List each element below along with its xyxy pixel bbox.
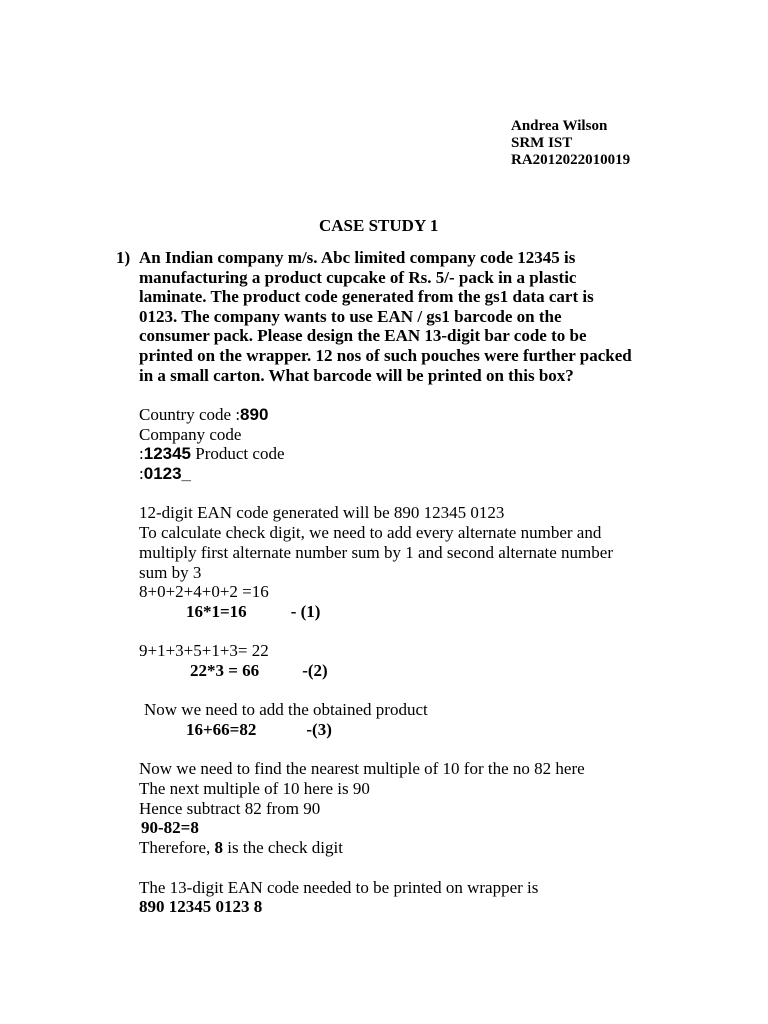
author-name: Andrea Wilson — [511, 118, 608, 134]
country-code-value: 890 — [240, 405, 269, 424]
page-title: CASE STUDY 1 — [319, 216, 439, 235]
product-code-value: 0123_ — [143, 464, 192, 484]
therefore-prefix: Therefore, — [139, 838, 215, 858]
method-line: multiply first alternate number sum by 1 and second alternate number — [139, 542, 613, 562]
question-line: 0123. The company wants to use EAN / gs1 barcode on the — [139, 306, 562, 326]
author-reg-no: RA2012022010019 — [511, 152, 631, 169]
question-line: in a small carton. What barcode will be printed on this box? — [139, 365, 574, 385]
company-code-label: Company code — [139, 424, 242, 444]
product-2: 22*3 = 66 — [190, 660, 260, 680]
sum-odd-line: 8+0+2+4+0+2 =16 — [139, 582, 269, 602]
product-code-prefix: : — [139, 464, 144, 484]
check-digit: 8 — [214, 838, 224, 858]
company-code-prefix: : — [139, 444, 144, 464]
reference-2: -(2) — [302, 660, 328, 680]
method-line: To calculate check digit, we need to add every alternate number and — [139, 523, 602, 543]
total-line — [139, 720, 613, 740]
author-institution: SRM IST — [511, 135, 573, 152]
sum-even-line: 9+1+3+5+1+3= 22 — [139, 641, 269, 661]
question-line: printed on the wrapper. 12 nos of such pouches were further packed — [139, 345, 632, 365]
method-line: sum by 3 — [139, 562, 202, 582]
subtraction-line: 90-82=8 — [141, 818, 199, 838]
multiple-line: Now we need to find the nearest multiple of 10 for the no 82 here — [139, 759, 585, 779]
reference-1: - (1) — [290, 601, 321, 621]
therefore-suffix: is the check digit — [223, 838, 343, 858]
therefore-line — [139, 838, 613, 858]
product-2-line — [139, 661, 613, 681]
answer-body — [139, 405, 613, 917]
question-number: 1) — [116, 248, 131, 267]
question-text — [139, 248, 632, 385]
final-code: 890 12345 0123 8 — [139, 897, 263, 917]
reference-3: -(3) — [306, 720, 332, 739]
author-block — [511, 118, 630, 170]
add-line: Now we need to add the obtained product — [144, 700, 428, 720]
final-label: The 13-digit EAN code needed to be printed on wrapper is — [139, 877, 539, 897]
company-code-line — [139, 444, 613, 464]
question-line: consumer pack. Please design the EAN 13-digit bar code to be — [139, 326, 587, 346]
country-code-line — [139, 405, 613, 425]
ean12-line: 12-digit EAN code generated will be 890 12345 0123 — [139, 503, 505, 523]
question-line: An Indian company m/s. Abc limited company code 12345 is — [139, 248, 576, 267]
total: 16+66=82 — [186, 720, 257, 739]
product-code-label: Product code — [191, 444, 285, 464]
product-code-line — [139, 464, 613, 484]
product-1-line — [139, 602, 613, 622]
question-line: laminate. The product code generated from the gs1 data cart is — [139, 287, 594, 307]
question-line: manufacturing a product cupcake of Rs. 5/- pack in a plastic — [139, 267, 577, 287]
country-code-label: Country code : — [139, 405, 241, 424]
multiple-line: The next multiple of 10 here is 90 — [139, 779, 370, 799]
product-1: 16*1=16 — [186, 601, 247, 621]
company-code-value: 12345 — [143, 444, 192, 464]
multiple-line: Hence subtract 82 from 90 — [139, 798, 321, 818]
